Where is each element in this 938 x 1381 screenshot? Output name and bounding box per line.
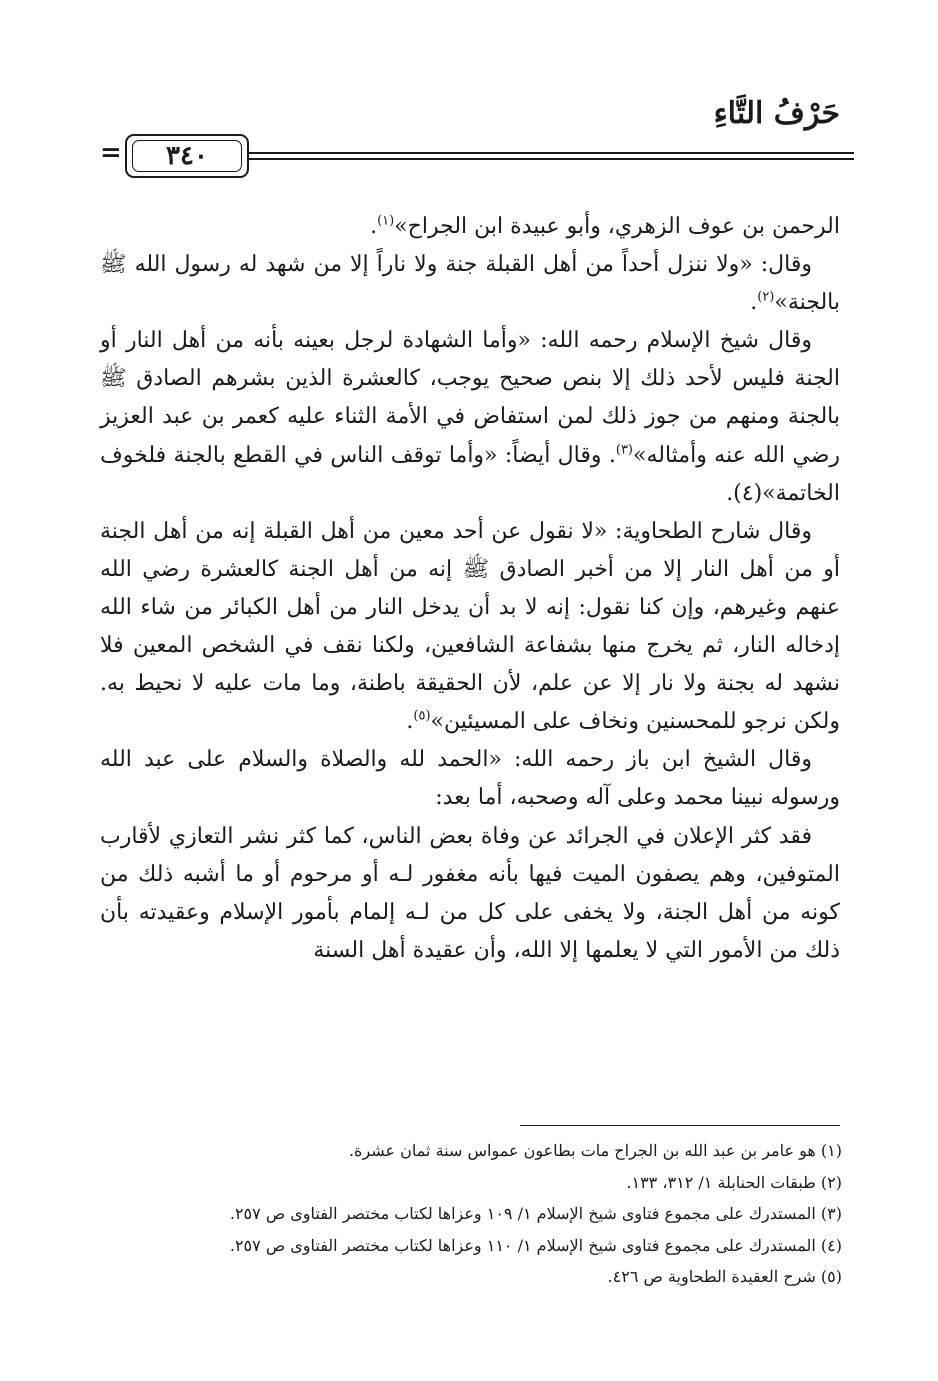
page-number: ٣٤٠ [132,140,242,172]
footnote-ref: (١) [377,213,395,229]
footnote: (٥) شرح العقيدة الطحاوية ص ٤٢٦. [607,1267,842,1286]
footnote: (١) هو عامر بن عبد الله بن الجراح مات بطاعون عمواس سنة ثمان عشرة. [348,1141,842,1160]
footnote: (٢) طبقات الحنابلة ١/ ٣١٢، ١٣٣. [626,1172,842,1192]
page-number-frame [125,134,249,178]
main-text [100,208,840,970]
chapter-title: حَرْفُ التَّاءِ [713,96,840,131]
paragraph: وقال شيخ الإسلام رحمه الله: «وأما الشهادة لرجل بعينه بأنه من أهل النار أو الجنة فليس لأحد ذلك إلا بنص صحيح يوجب، كالعشرة الذين بشرهم الصادق ﷺ بالجنة ومنهم من جوز ذلك لمن استفاض في الأمة الثناء عليه كعمر بن عبد العزيز رضي الله عنه وأمثاله»$^{(٣)}$. وقال أيضاً: «وأما توقف الناس في القطع بالجنة فلخوف الخاتمة»(٤). [100,328,840,506]
paragraph: فقد كثر الإعلان في الجرائد عن وفاة بعض الناس، كما كثر نشر التعازي لأقارب المتوفين، وهم يصفون الميت فيها بأنه مغفور لـه أو مرحوم أو ما أشبه ذلك من كونه من أهل الجنة، ولا يخفى على كل من لـه إلمام بأمور الإسلام وعقيدته بأن ذلك من الأمور التي لا يعلمها إلا الله، وأن عقيدة أهل السنة [100,823,840,963]
paragraph: الرحمن بن عوف الزهري، وأبو عبيدة ابن الجراح»$^{(١)}$. [370,213,840,239]
footnote: (٣) المستدرك على مجموع فتاوى شيخ الإسلام ١/ ١٠٩ وعزاها لكتاب مختصر الفتاوى ص ٢٥٧. [229,1204,842,1223]
paragraph: وقال الشيخ ابن باز رحمه الله: «الحمد لله والصلاة والسلام على عبد الله ورسوله نبينا محمد وعلى آله وصحبه، أما بعد: [100,747,840,811]
footnote-ref: (٥) [413,708,431,724]
footnote-ref: (٢) [757,289,775,305]
paragraph: وقال: «ولا ننزل أحداً من أهل القبلة جنة ولا ناراً إلا من شهد له رسول الله ﷺ بالجنة»$^{(٢)}$. [100,252,840,316]
footnote: (٤) المستدرك على مجموع فتاوى شيخ الإسلام ١/ ١١٠ وعزاها لكتاب مختصر الفتاوى ص ٢٥٧. [229,1235,842,1255]
footnote-separator [520,1125,840,1126]
footnotes [100,1135,842,1293]
paragraph: وقال شارح الطحاوية: «لا نقول عن أحد معين من أهل القبلة إنه من أهل الجنة أو من أهل النار إلا من أخبر الصادق ﷺ إنه من أهل الجنة كالعشرة رضي الله عنهم وغيرهم، وإن كنا نقول: إنه لا بد أن يدخل النار من أهل الكبائر من شاء الله إدخاله النار، ثم يخرج منها بشفاعة الشافعين، ولكنا نقف في الشخص المعين فلا نشهد له بجنة ولا نار إلا عن علم، لأن الحقيقة باطنة، وما مات عليه لا نحيط به. ولكن نرجو للمحسنين ونخاف على المسيئين»$^{(٥)}$. [100,518,840,735]
header-ornament: = [100,138,122,168]
footnote-ref: (٣) [615,442,633,458]
